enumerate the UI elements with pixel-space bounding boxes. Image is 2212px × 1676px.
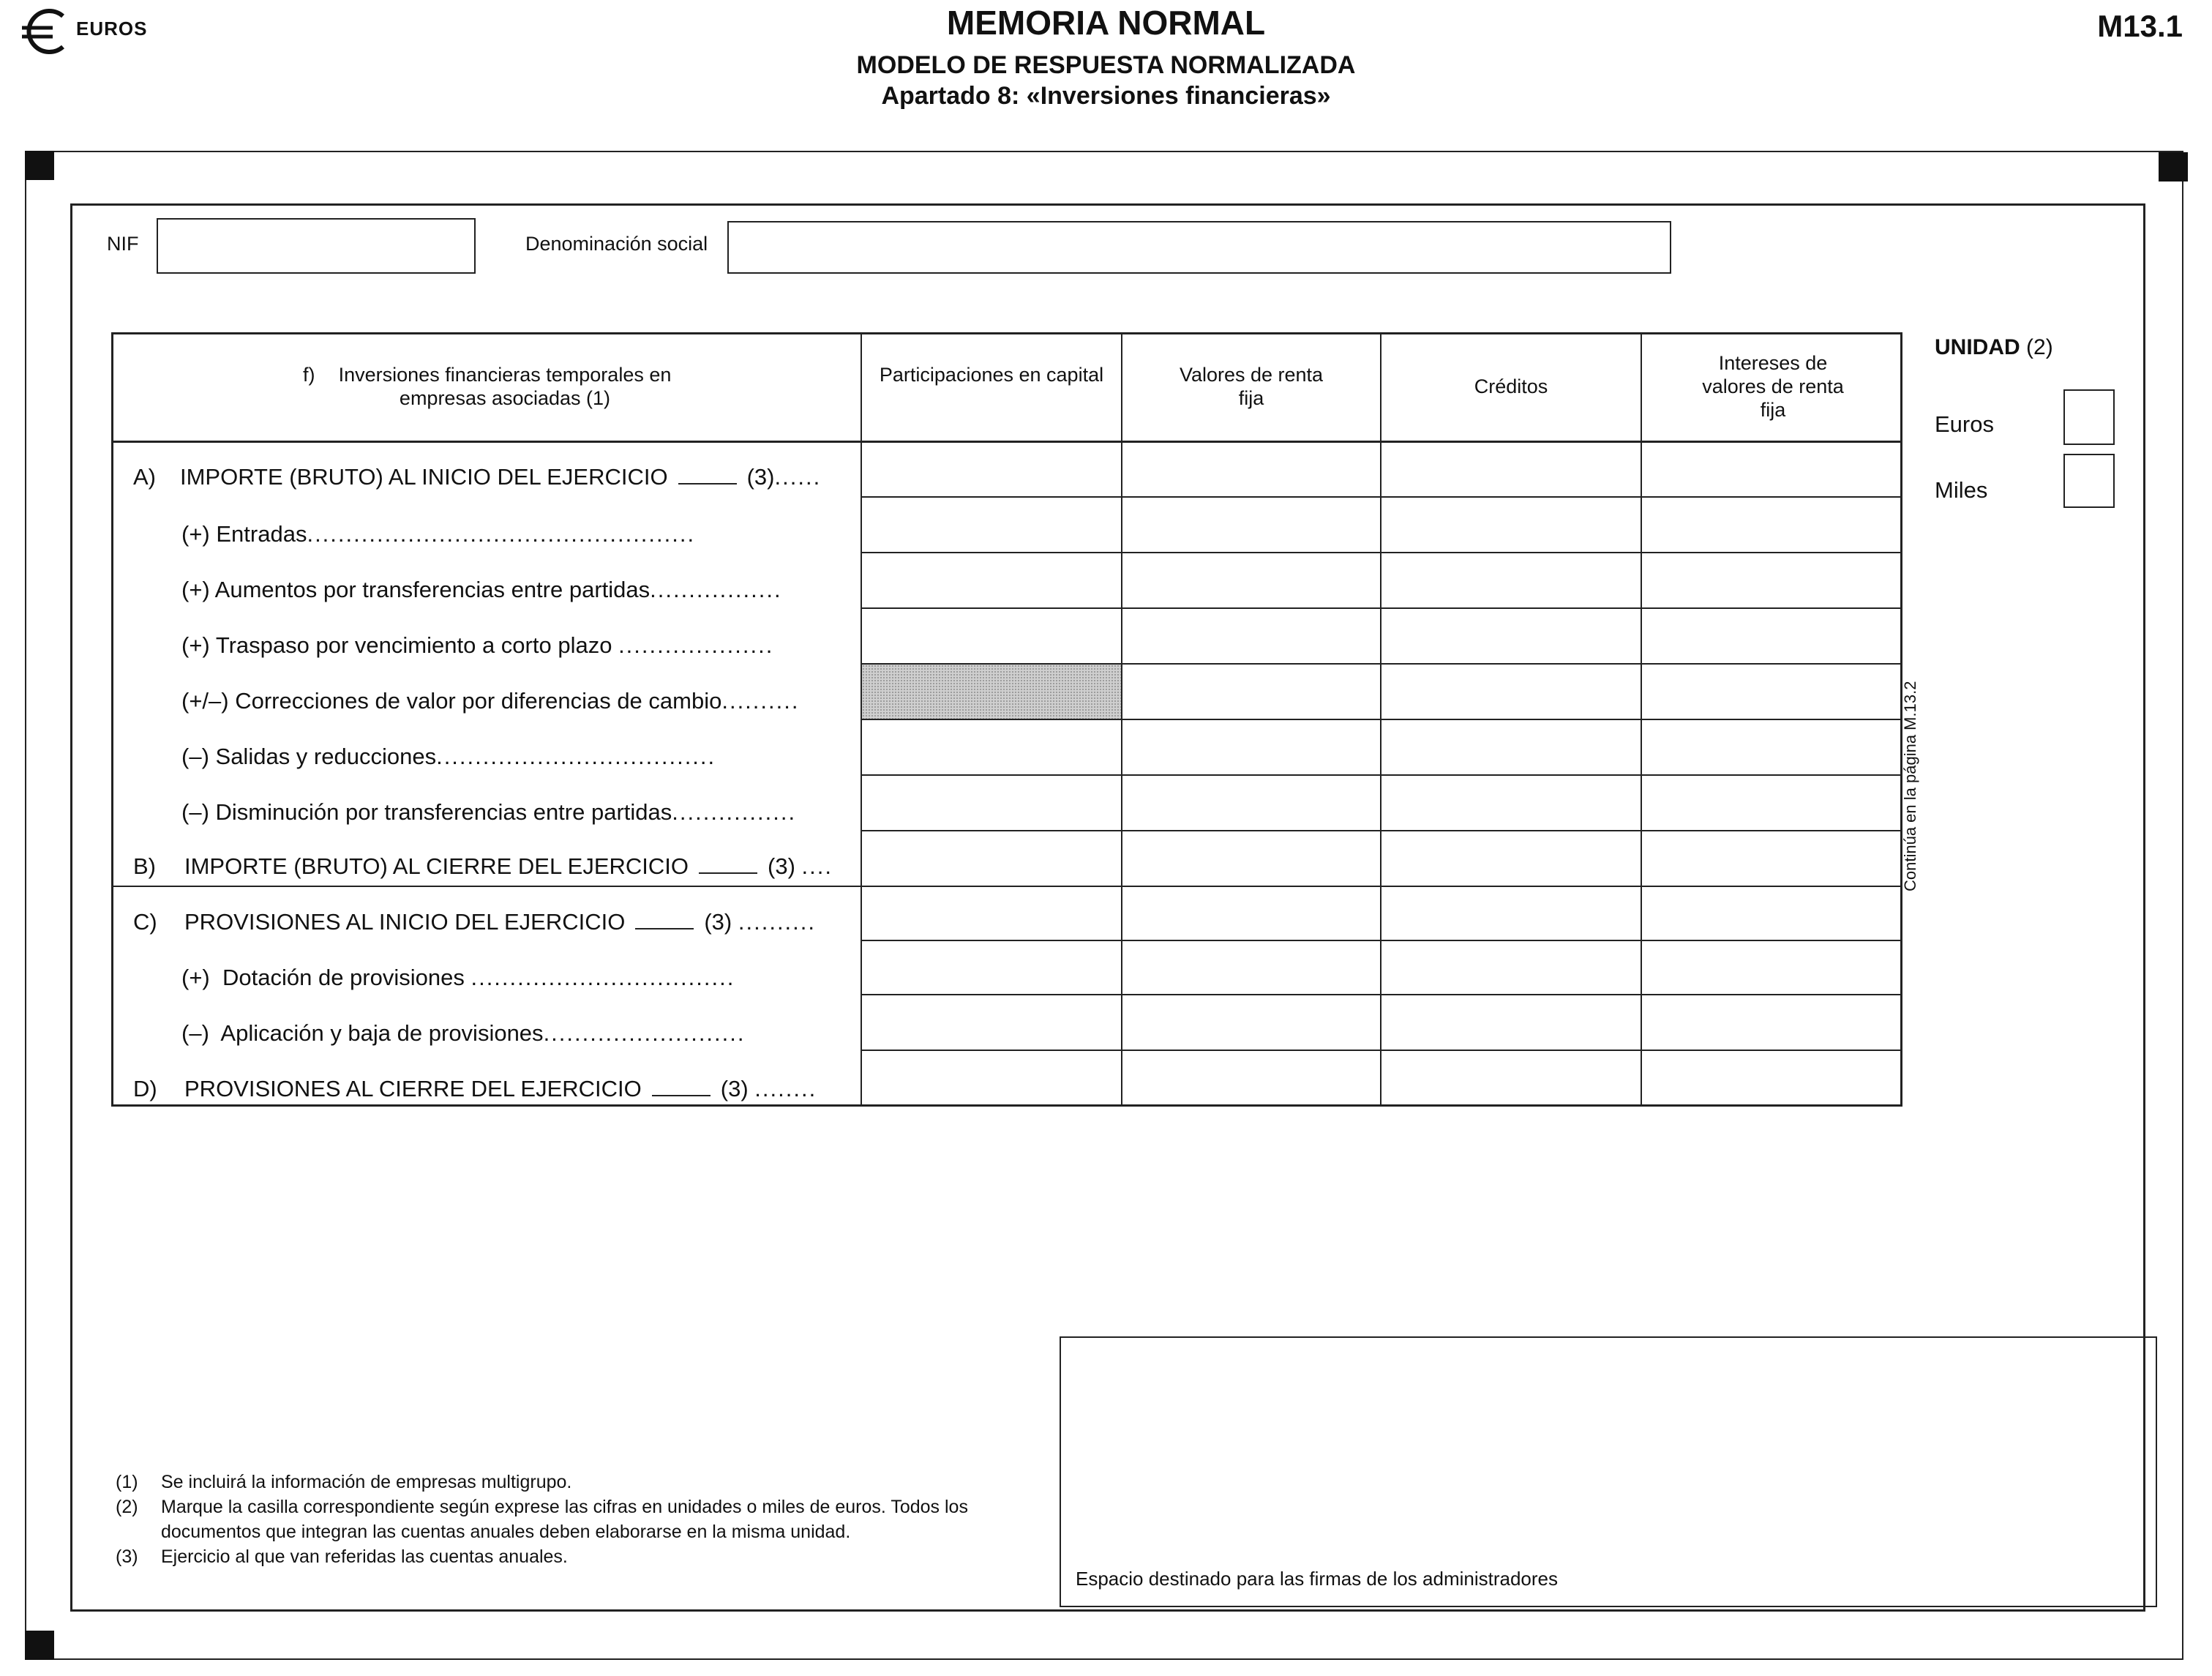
form-code: M13.1 <box>2097 9 2183 43</box>
table-cell[interactable] <box>862 442 1121 496</box>
registration-mark-bottom-left <box>25 1631 54 1660</box>
table-cell[interactable] <box>1642 609 1901 663</box>
table-cell[interactable] <box>1381 720 1641 774</box>
table-cell[interactable] <box>1642 720 1901 774</box>
table-cell[interactable] <box>1381 831 1641 886</box>
footnote: (3) Ejercicio al que van referidas las cuentas anuales. <box>116 1546 568 1567</box>
table-row: (+) Traspaso por vencimiento a corto plazo .................... <box>181 632 774 658</box>
table-cell[interactable] <box>862 498 1121 552</box>
table-cell[interactable] <box>1122 831 1380 886</box>
table-cell[interactable] <box>1122 498 1380 552</box>
table-cell[interactable] <box>1381 1051 1641 1105</box>
table-row: (+) Entradas.................................................. <box>181 521 696 547</box>
table-cell[interactable] <box>1381 609 1641 663</box>
page-subtitle: MODELO DE RESPUESTA NORMALIZADA <box>856 51 1356 79</box>
table-row: C) PROVISIONES AL INICIO DEL EJERCICIO (3) .......... <box>133 909 817 935</box>
table-cell[interactable] <box>1381 887 1641 940</box>
table-cell[interactable] <box>1642 776 1901 830</box>
signature-box[interactable] <box>1060 1336 2157 1607</box>
table-cell[interactable] <box>1642 941 1901 994</box>
unit-option-miles-label: Miles <box>1935 477 1988 503</box>
table-cell[interactable] <box>1122 553 1380 607</box>
table-cell[interactable] <box>1381 995 1641 1050</box>
table-row: (–) Salidas y reducciones.................................... <box>181 744 716 769</box>
table-row: (+) Aumentos por transferencias entre partidas................. <box>181 577 782 602</box>
table-cell[interactable] <box>862 553 1121 607</box>
table-cell[interactable] <box>1122 609 1380 663</box>
table-cell[interactable] <box>1642 442 1901 496</box>
table-row: (–) Aplicación y baja de provisiones.......................... <box>181 1020 746 1046</box>
column-header: Participaciones en capital <box>879 364 1104 386</box>
continuation-note: Continúa en la página M.13.2 <box>1901 681 1919 891</box>
column-header: Intereses de valores de renta fija <box>1702 352 1844 421</box>
table-cell[interactable] <box>1381 941 1641 994</box>
table-cell[interactable] <box>1122 665 1380 719</box>
table-cell[interactable] <box>1122 720 1380 774</box>
footnote: (1) Se incluirá la información de empresas multigrupo. <box>116 1472 572 1492</box>
table-cell[interactable] <box>1642 831 1901 886</box>
page-title: MEMORIA NORMAL <box>946 4 1266 42</box>
footnote: (2) Marque la casilla correspondiente según exprese las cifras en unidades o miles de euros. Todos los documentos que integran las cuentas anuales deben elaborarse en la misma unidad. <box>116 1497 968 1542</box>
table-cell[interactable] <box>1381 665 1641 719</box>
currency-label: EUROS <box>76 18 148 40</box>
denominacion-label: Denominación social <box>525 233 708 255</box>
table-cell[interactable] <box>862 1051 1121 1105</box>
registration-mark-top-right <box>2159 152 2188 182</box>
nif-field[interactable] <box>157 218 476 274</box>
table-cell[interactable] <box>862 720 1121 774</box>
table-cell[interactable] <box>1381 442 1641 496</box>
table-cell[interactable] <box>1642 887 1901 940</box>
table-cell[interactable] <box>1122 776 1380 830</box>
table-cell[interactable] <box>1642 665 1901 719</box>
table-row: (+/–) Correcciones de valor por diferencias de cambio.......... <box>181 688 800 714</box>
table-cell[interactable] <box>1642 553 1901 607</box>
table-row: B) IMPORTE (BRUTO) AL CIERRE DEL EJERCICIO (3) .... <box>133 853 833 879</box>
unit-title: UNIDAD (2) <box>1935 335 2053 359</box>
table-cell[interactable] <box>1642 995 1901 1050</box>
signature-label: Espacio destinado para las firmas de los administradores <box>1076 1568 1559 1590</box>
table-cell[interactable] <box>1122 887 1380 940</box>
table-cell[interactable] <box>1381 498 1641 552</box>
nif-label: NIF <box>107 233 139 255</box>
table-cell[interactable] <box>862 609 1121 663</box>
column-header: Créditos <box>1474 375 1548 397</box>
unit-euros-checkbox[interactable] <box>2063 389 2115 445</box>
shaded-cell <box>862 665 1121 719</box>
footnotes <box>116 1470 1038 1569</box>
table-row: D) PROVISIONES AL CIERRE DEL EJERCICIO (3) ........ <box>133 1076 817 1101</box>
table-cell[interactable] <box>862 831 1121 886</box>
table-cell[interactable] <box>862 776 1121 830</box>
section-header: Inversiones financieras temporales en empresas asociadas (1) <box>338 364 672 409</box>
registration-mark-top-left <box>25 151 54 180</box>
table-cell[interactable] <box>862 941 1121 994</box>
denominacion-field[interactable] <box>727 221 1671 274</box>
table-row: A) IMPORTE (BRUTO) AL INICIO DEL EJERCICIO (3)...... <box>133 464 822 490</box>
unit-option-euros-label: Euros <box>1935 411 1994 437</box>
table-row: (+) Dotación de provisiones .................................. <box>181 965 735 990</box>
table-cell[interactable] <box>1122 442 1380 496</box>
table-cell[interactable] <box>1642 1051 1901 1105</box>
table-cell[interactable] <box>1642 498 1901 552</box>
table-cell[interactable] <box>1122 995 1380 1050</box>
table-cell[interactable] <box>1381 553 1641 607</box>
unit-miles-checkbox[interactable] <box>2063 454 2115 508</box>
table-cell[interactable] <box>1381 776 1641 830</box>
table-row: (–) Disminución por transferencias entre partidas................ <box>181 799 797 825</box>
table-cell[interactable] <box>1122 941 1380 994</box>
table-cell[interactable] <box>862 995 1121 1050</box>
table-cell[interactable] <box>862 887 1121 940</box>
table-cell[interactable] <box>1122 1051 1380 1105</box>
column-header: Valores de renta fija <box>1179 364 1324 409</box>
section-title: Apartado 8: «Inversiones financieras» <box>881 82 1331 110</box>
